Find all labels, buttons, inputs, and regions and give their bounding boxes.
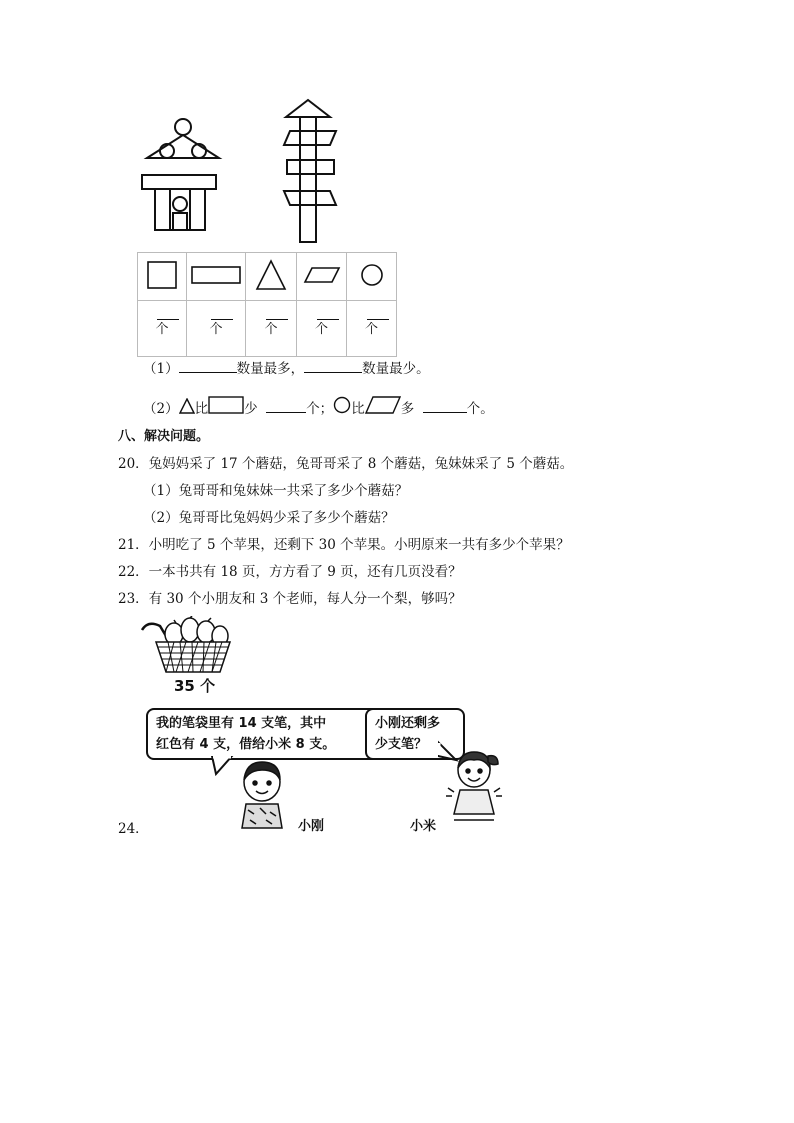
boy-illustration: [236, 758, 292, 834]
table-header-cell: [297, 253, 347, 301]
circle-icon: [333, 396, 351, 414]
basket-count-label: 35 个: [174, 677, 216, 695]
square-icon: [145, 260, 179, 290]
question-20-part-2: （2）兔哥哥比兔妈妈少采了多少个蘑菇？: [143, 510, 395, 526]
table-header-cell: [187, 253, 246, 301]
count-cell[interactable]: 个: [246, 301, 297, 357]
count-cell[interactable]: 个: [297, 301, 347, 357]
shape-building-figure-1: [135, 95, 230, 235]
rectangle-icon: [190, 263, 242, 287]
count-cell[interactable]: 个: [347, 301, 397, 357]
pear-basket-illustration: [138, 616, 236, 678]
shape-question-part-2: （2） 比 少 个； 比 多 个。: [143, 395, 494, 417]
name-label-boy: 小刚: [298, 819, 325, 834]
table-header-cell: [246, 253, 297, 301]
bubble-text: 红色有 4 支，借给小米 8 支。: [156, 737, 336, 752]
count-cell[interactable]: 个: [138, 301, 187, 357]
question-24: 24．: [118, 821, 149, 837]
triangle-icon: [254, 259, 288, 291]
bubble-text: 少支笔？: [375, 737, 428, 752]
question-20: 20．兔妈妈采了 17 个蘑菇，兔哥哥采了 8 个蘑菇，兔妹妹采了 5 个蘑菇。: [118, 456, 574, 472]
count-cell[interactable]: 个: [187, 301, 246, 357]
shape-count-table: [137, 252, 397, 357]
name-label-girl: 小米: [410, 819, 437, 834]
circle-icon: [359, 262, 385, 288]
table-header-cell: [347, 253, 397, 301]
rectangle-icon: [208, 395, 244, 415]
shape-building-figure-2: [278, 95, 338, 245]
shape-question-part-1: （1） 数量最多， 数量最少。: [143, 361, 430, 377]
question-23: 23．有 30 个小朋友和 3 个老师，每人分一个梨，够吗？: [118, 591, 462, 607]
table-header-cell: [138, 253, 187, 301]
bubble-text: 小刚还剩多: [375, 716, 441, 731]
question-22: 22．一本书共有 18 页，方方看了 9 页，还有几页没看？: [118, 564, 462, 580]
speech-bubble-xiaogang: [146, 708, 381, 760]
girl-illustration: [444, 746, 506, 828]
answer-blank[interactable]: [179, 360, 237, 373]
question-21: 21．小明吃了 5 个苹果，还剩下 30 个苹果。小明原来一共有多少个苹果？: [118, 537, 570, 553]
answer-blank[interactable]: [423, 400, 467, 413]
triangle-icon: [179, 398, 195, 414]
bubble-tail: [210, 756, 238, 776]
parallelogram-icon: [365, 395, 401, 415]
question-20-part-1: （1）兔哥哥和兔妹妹一共采了多少个蘑菇？: [143, 483, 409, 499]
answer-blank[interactable]: [304, 360, 362, 373]
bubble-text: 我的笔袋里有 14 支笔，其中: [156, 716, 327, 731]
section-heading: 八、解决问题。: [118, 429, 210, 444]
parallelogram-icon: [303, 265, 341, 285]
answer-blank[interactable]: [266, 400, 306, 413]
